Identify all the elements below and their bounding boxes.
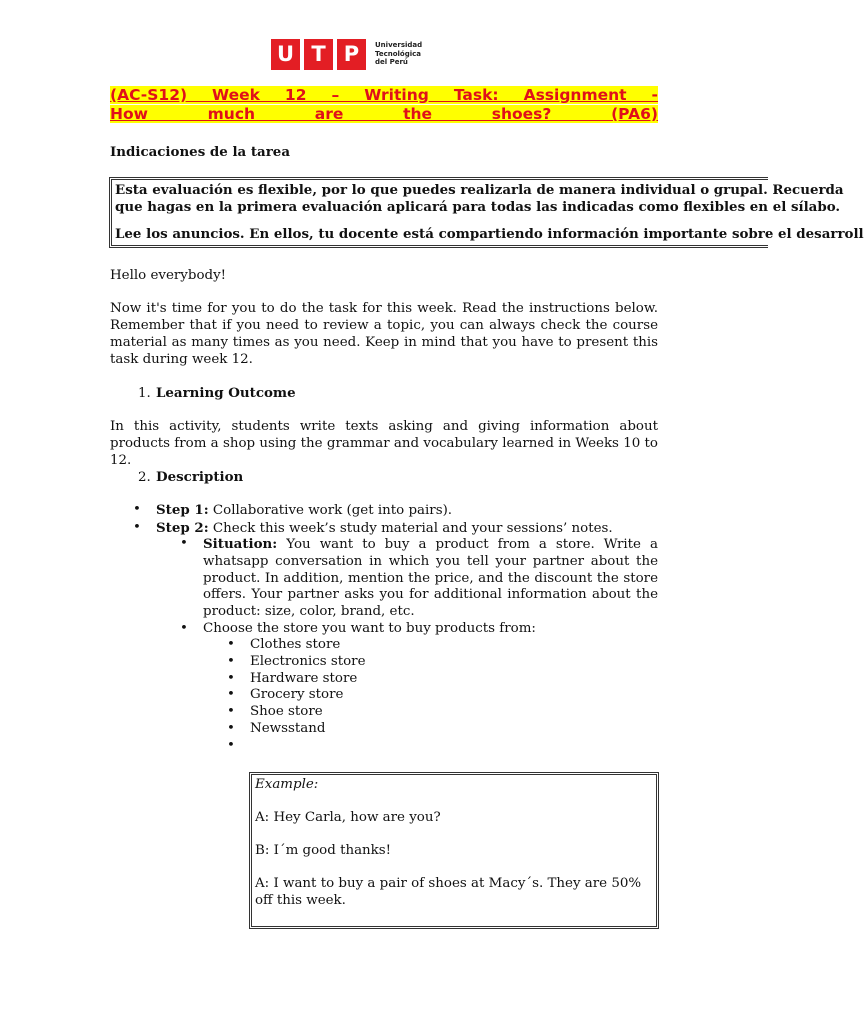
example-line: A: I want to buy a pair of shoes at Macy´s. They are 50% off this week. bbox=[255, 876, 642, 908]
flexible-evaluation-notice: Esta evaluación es flexible, por lo que puedes realizarla de manera individual o grupal. Recuerda que hagas en la primera evaluación aplicará para todas las indicadas como flexibles en el sílabo. Lee los anuncios. En ellos, tu docente está compartiendo información importante sobre el desarroll bbox=[109, 177, 768, 248]
greeting: Hello everybody! bbox=[110, 268, 227, 283]
list-item: • Situation: You want to buy a product from a store. Write a whatsapp conversation in which you tell your partner about the product. In addition, mention the price, and the discount the store offers. Your partner asks you for additional information about the product: size, color, brand, etc. bbox=[203, 536, 658, 621]
list-item: • Newsstand bbox=[250, 721, 550, 738]
example-box bbox=[249, 772, 659, 929]
example-heading: Example: bbox=[255, 777, 319, 792]
title-line-1: (AC-S12) Week 12 – Writing Task: Assignment - bbox=[110, 86, 658, 104]
intro-paragraph: Now it's time for you to do the task for this week. Read the instructions below. Remember that if you need to review a topic, you can always check the course material as many times as you need. Keep in mind that you have to present this task during week 12. bbox=[110, 301, 658, 367]
page-title bbox=[110, 86, 658, 124]
logo-university-name: Universidad Tecnológica del Perú bbox=[375, 41, 423, 67]
step2-sublist bbox=[203, 536, 658, 638]
stores-list bbox=[250, 637, 550, 755]
list-item: • Step 2: Check this week’s study material and your sessions’ notes. bbox=[156, 520, 656, 538]
list-item: • Step 1: Collaborative work (get into pairs). bbox=[156, 502, 656, 520]
list-item: • Choose the store you want to buy products from: bbox=[203, 621, 658, 638]
section-learning-outcome: 1. Learning Outcome bbox=[138, 385, 296, 401]
list-item: • Shoe store bbox=[250, 704, 550, 721]
steps-list bbox=[156, 502, 656, 538]
outcome-paragraph: In this activity, students write texts asking and giving information about products from a shop using the grammar and vocabulary learned in Weeks 10 to 12. bbox=[110, 419, 658, 468]
example-line: A: Hey Carla, how are you? bbox=[255, 810, 441, 825]
list-item bbox=[250, 738, 550, 755]
logo-letter-p: P bbox=[337, 39, 366, 70]
logo-letter-u: U bbox=[271, 39, 300, 70]
logo-letter-t: T bbox=[304, 39, 333, 70]
list-item: • Clothes store bbox=[250, 637, 550, 654]
list-item: • Hardware store bbox=[250, 671, 550, 688]
list-item: • Electronics store bbox=[250, 654, 550, 671]
example-line: B: I´m good thanks! bbox=[255, 843, 392, 858]
list-item: • Grocery store bbox=[250, 687, 550, 704]
task-instructions-heading: Indicaciones de la tarea bbox=[110, 144, 290, 160]
title-line-2: How much are the shoes? (PA6) bbox=[110, 105, 658, 123]
utp-logo bbox=[271, 38, 422, 70]
section-description: 2. Description bbox=[138, 469, 244, 485]
